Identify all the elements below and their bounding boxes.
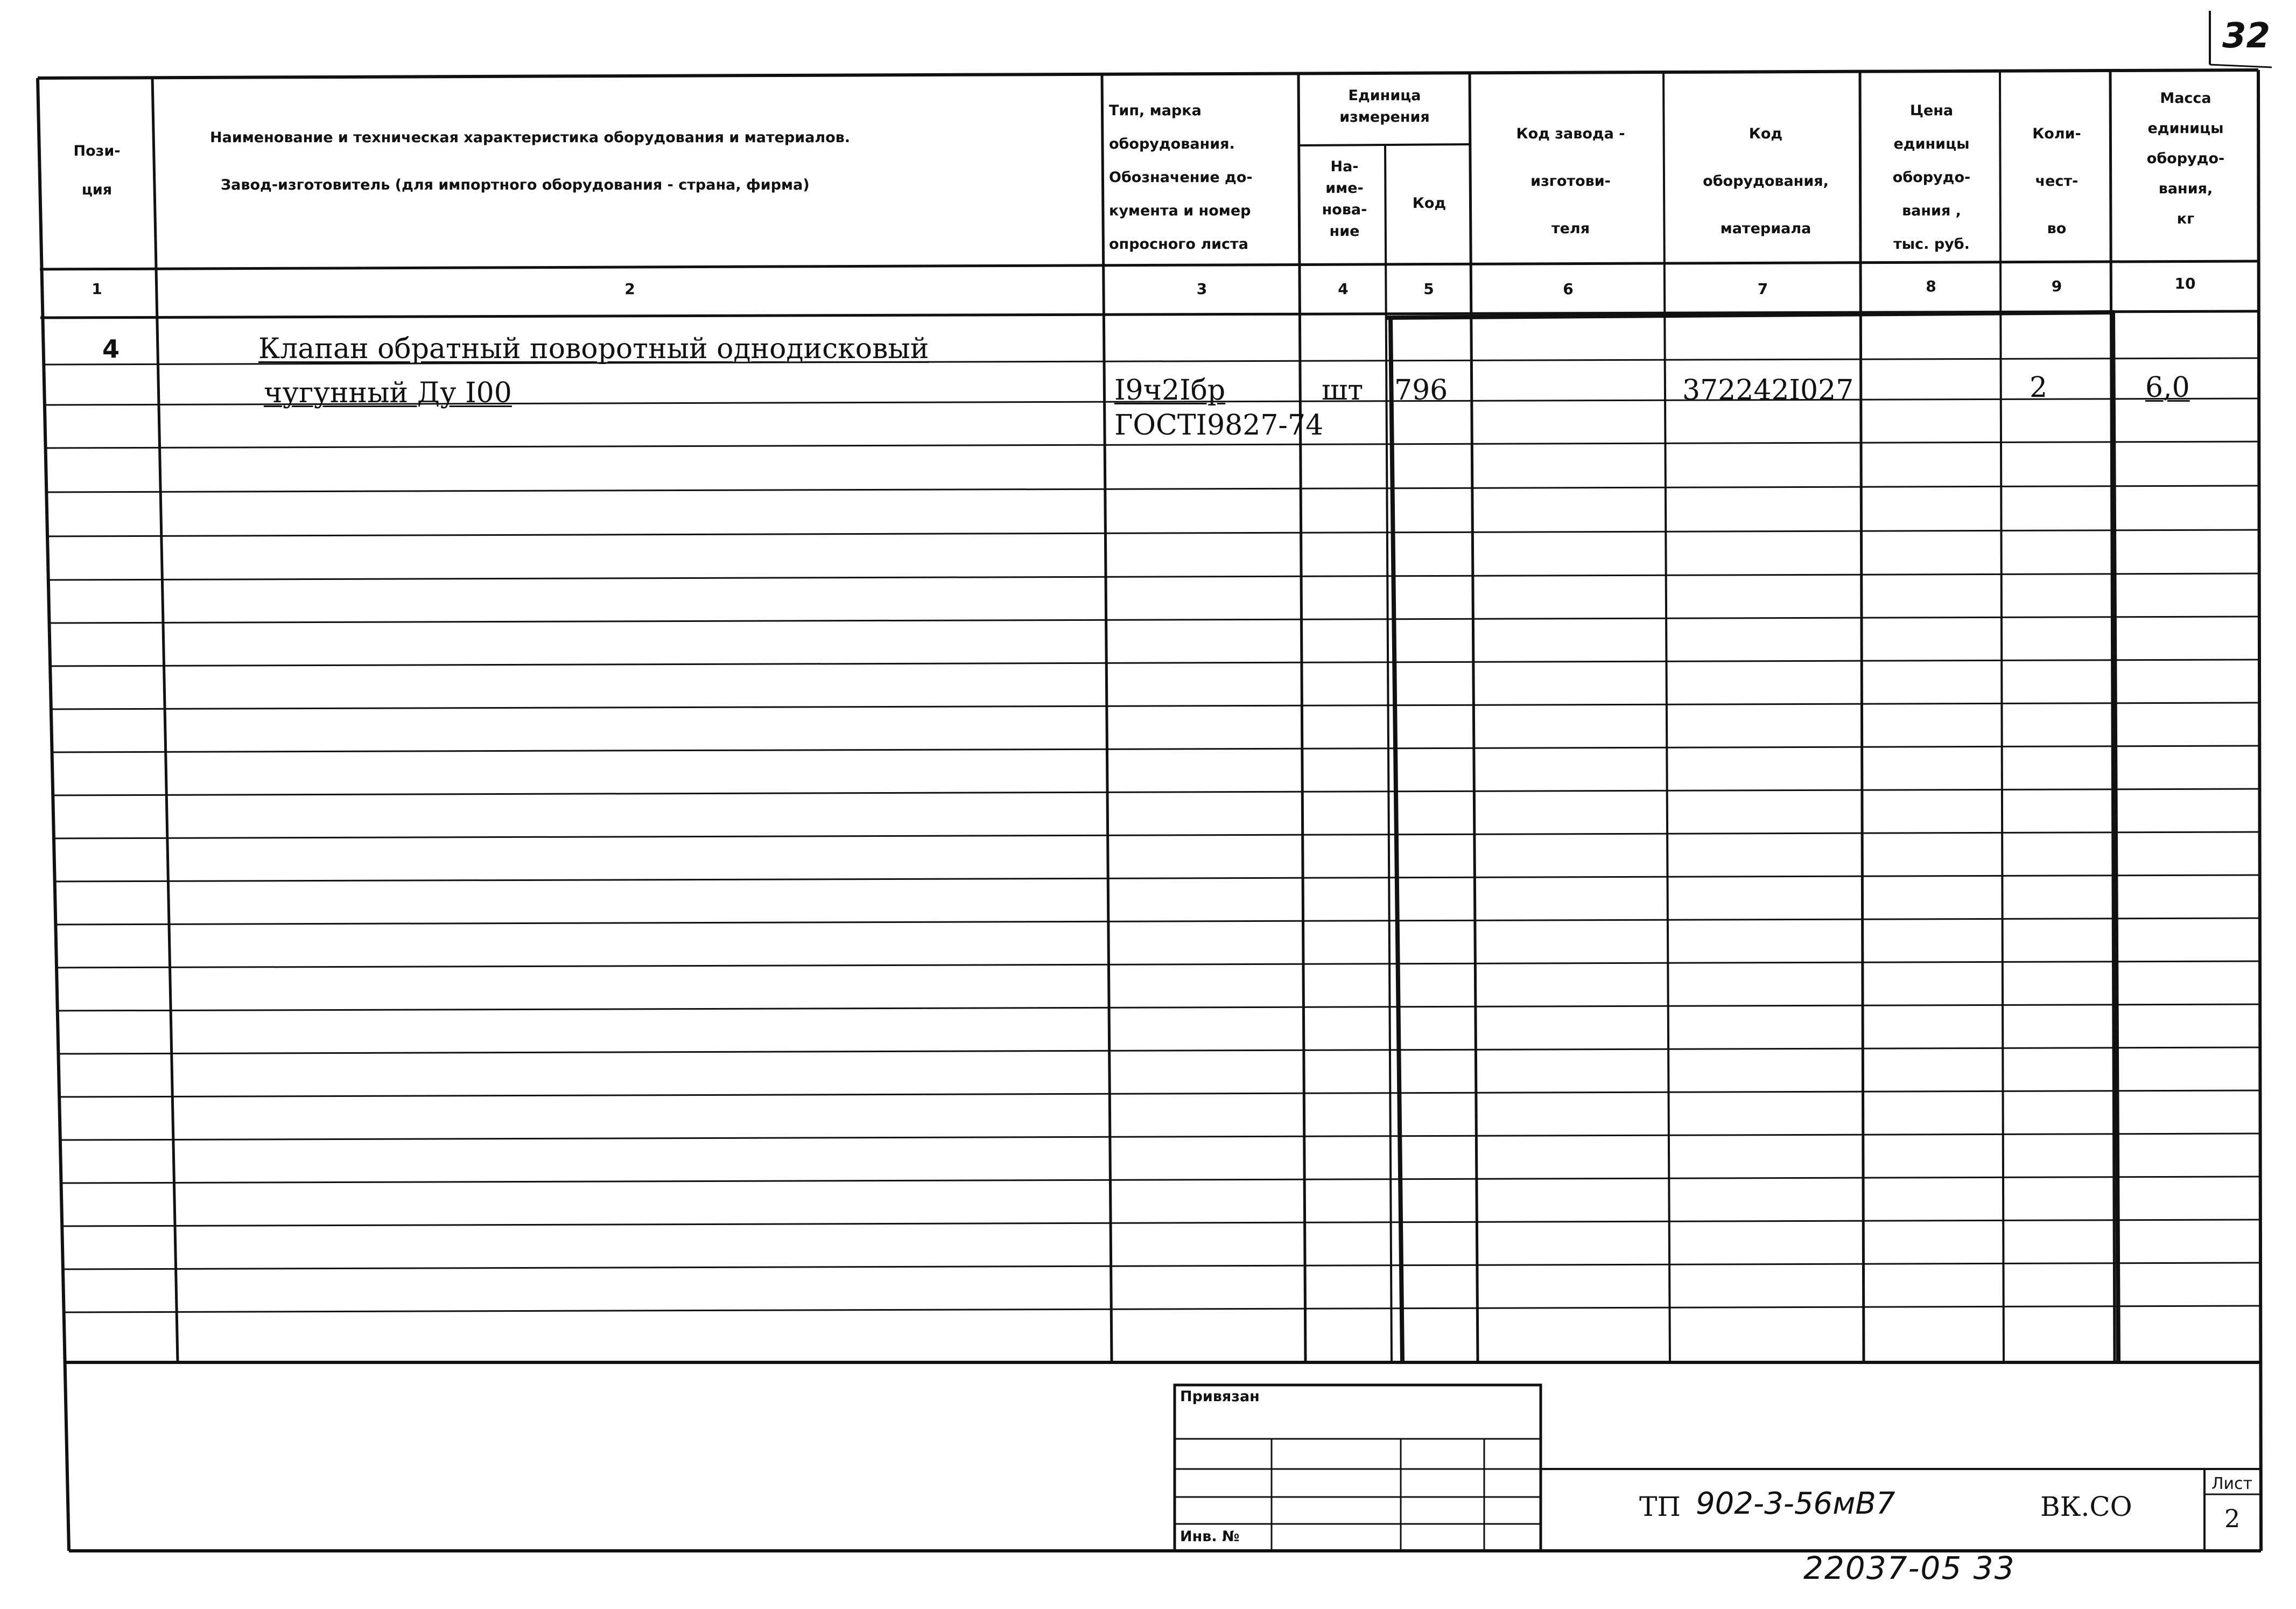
column-number-6: 6 xyxy=(1563,280,1574,298)
row-name-line1: Клапан обратный поворотный однодисковый xyxy=(258,333,929,365)
header-price: Цена единицы оборудо- вания , тыс. руб. xyxy=(1892,102,1971,253)
header-name-line1: Наименование и техническая характеристика оборудования и материалов. xyxy=(210,129,851,146)
column-number-2: 2 xyxy=(624,280,635,298)
doc-number: 902-3-56мВ7 xyxy=(1696,1486,1895,1521)
table-row-line xyxy=(50,703,2259,709)
stamp-privyazan: Привязан xyxy=(1180,1388,1260,1405)
column-number-7: 7 xyxy=(1757,280,1768,298)
row-name-line2: чугунный Ду I00 xyxy=(264,377,512,409)
doc-code: ВК.СО xyxy=(2040,1491,2132,1522)
header-unit-group: Единица измерения xyxy=(1339,87,1430,125)
table-row-line xyxy=(58,1047,2259,1054)
table-row-line xyxy=(46,486,2259,492)
row-quantity: 2 xyxy=(2030,372,2048,404)
table-row-line xyxy=(45,442,2259,448)
table-row-line xyxy=(55,961,2259,968)
column-number-8: 8 xyxy=(1926,277,1936,295)
row-type-line1: I9ч2Iбр xyxy=(1114,374,1226,407)
table-row-line xyxy=(54,875,2259,882)
header-equipment-code: Код оборудования, материала xyxy=(1703,125,1829,237)
header-unit-name: На- име- нова- ние xyxy=(1322,158,1367,240)
row-mass: 6,0 xyxy=(2145,372,2190,404)
sheet-number: 2 xyxy=(2224,1504,2241,1533)
row-type-line2: ГОСТI9827-74 xyxy=(1114,409,1324,442)
header-position: Пози- ция xyxy=(73,143,121,198)
table-row-line xyxy=(46,530,2259,536)
header-quantity: Коли- чест- во xyxy=(2032,125,2081,237)
table-row-line xyxy=(55,918,2259,925)
table-row-line xyxy=(59,1134,2259,1140)
table-row-line xyxy=(57,1004,2259,1011)
row-unit-code: 796 xyxy=(1394,374,1448,407)
header-factory-code: Код завода - изготови- теля xyxy=(1516,125,1625,237)
header-type: Тип, марка оборудования. Обозначение до- кумента и номер опросного листа xyxy=(1109,102,1253,253)
header-name-line2: Завод-изготовитель (для импортного оборудования - страна, фирма) xyxy=(221,177,810,193)
column-number-3: 3 xyxy=(1196,280,1207,298)
row-position: 4 xyxy=(102,334,120,363)
table-row-line xyxy=(63,1306,2259,1312)
sheet-label: Лист xyxy=(2211,1474,2253,1493)
row-equipment-code: 372242I027 xyxy=(1682,374,1854,407)
column-number-5: 5 xyxy=(1423,280,1434,298)
table-row-line xyxy=(50,660,2259,666)
table-row-line xyxy=(52,789,2259,795)
table-row-line xyxy=(47,573,2259,580)
column-number-9: 9 xyxy=(2051,277,2062,295)
table-row-line xyxy=(48,617,2259,623)
stamp-inv-no: Инв. № xyxy=(1180,1528,1240,1545)
table-row-line xyxy=(62,1263,2259,1269)
column-number-1: 1 xyxy=(92,280,102,298)
table-row-line xyxy=(53,832,2259,838)
table-row-line xyxy=(51,746,2259,752)
row-unit-name: шт xyxy=(1322,374,1364,407)
header-unit-code: Код xyxy=(1412,195,1447,212)
footer-handwritten-number: 22037-05 33 xyxy=(1803,1550,2016,1586)
header-mass: Масса единицы оборудо- вания, кг xyxy=(2146,90,2225,227)
doc-prefix: ТП xyxy=(1639,1491,1681,1522)
table-row-line xyxy=(61,1220,2259,1226)
page-number: 32 xyxy=(2222,16,2271,56)
column-number-10: 10 xyxy=(2174,275,2196,292)
table-row-line xyxy=(60,1177,2259,1183)
column-number-4: 4 xyxy=(1338,280,1349,298)
table-row-line xyxy=(58,1090,2259,1097)
